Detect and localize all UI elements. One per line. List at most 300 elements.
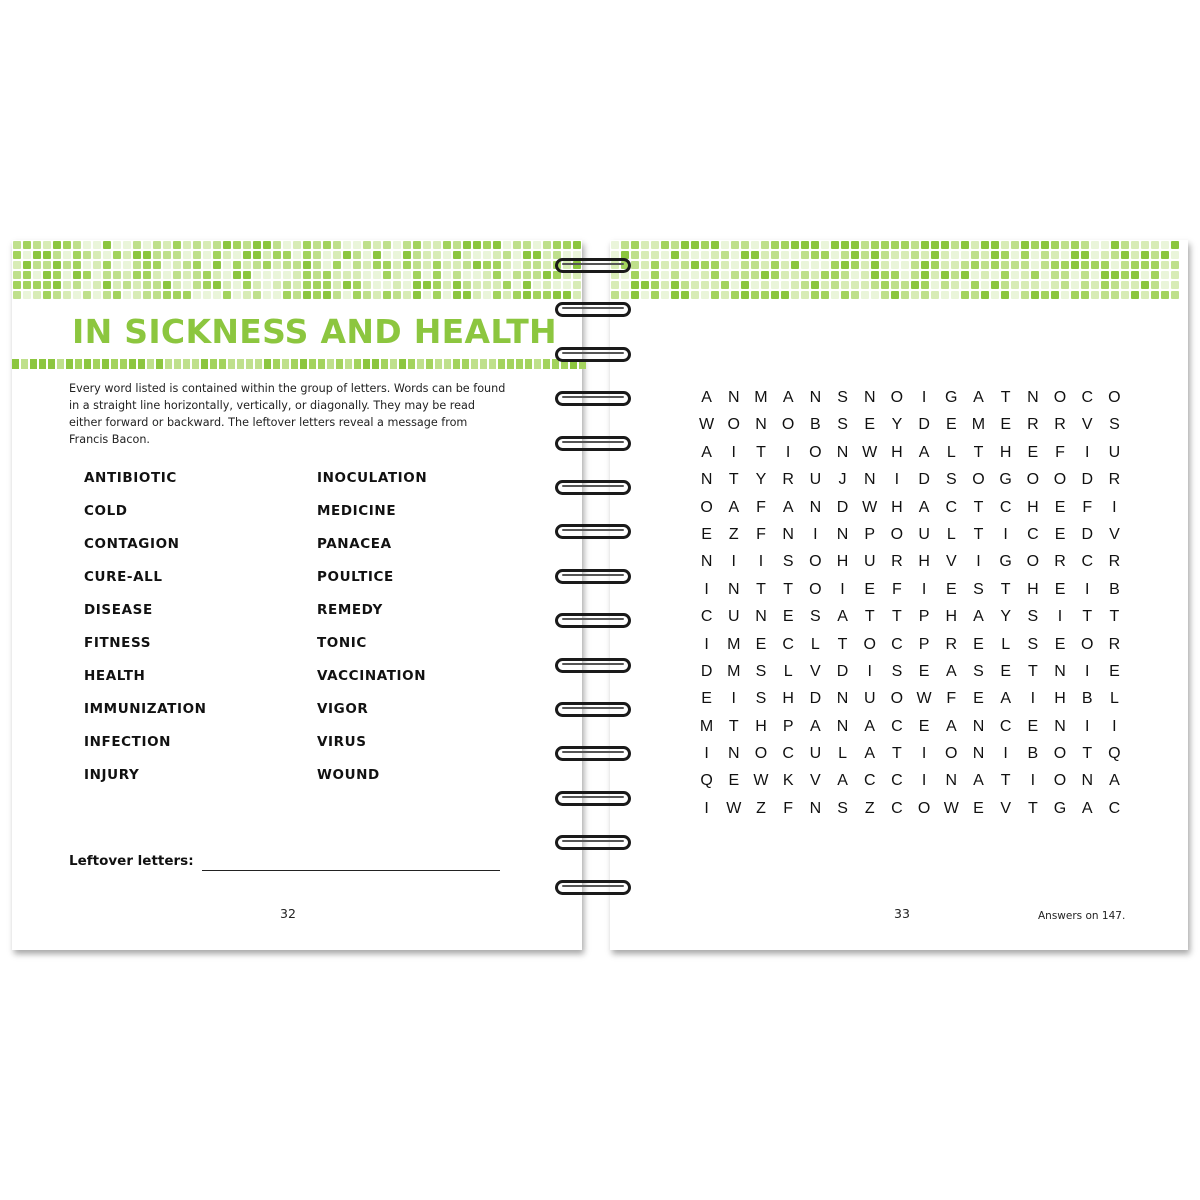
mosaic-tile xyxy=(1051,241,1059,249)
mosaic-tile xyxy=(651,251,659,259)
mosaic-tile xyxy=(13,261,21,269)
mosaic-tile xyxy=(373,291,381,299)
mosaic-tile xyxy=(1031,271,1039,279)
mosaic-tile xyxy=(1111,261,1119,269)
word-list-column-2 xyxy=(317,470,427,800)
mosaic-tile xyxy=(761,241,769,249)
mosaic-tile xyxy=(173,271,181,279)
grid-letter: T xyxy=(756,580,766,598)
mosaic-tile xyxy=(93,271,101,279)
mosaic-tile xyxy=(851,281,859,289)
grid-letter: A xyxy=(1109,772,1120,790)
grid-letter: Q xyxy=(700,772,713,790)
mosaic-tile xyxy=(223,261,231,269)
grid-letter: I xyxy=(921,745,927,763)
grid-letter: I xyxy=(704,799,709,817)
grid-letter: N xyxy=(809,389,822,406)
mosaic-tile xyxy=(383,241,391,249)
mosaic-tile xyxy=(573,291,581,299)
grid-letter: N xyxy=(863,471,876,489)
mosaic-tile xyxy=(1171,261,1179,269)
mosaic-tile xyxy=(463,271,471,279)
grid-letter: I xyxy=(921,772,927,790)
mosaic-tile xyxy=(1111,291,1119,299)
mosaic-tile xyxy=(1071,251,1079,259)
mosaic-tile xyxy=(113,281,121,289)
grid-letter: E xyxy=(701,525,712,543)
mosaic-tile xyxy=(183,241,191,249)
mosaic-tile xyxy=(533,251,541,259)
mosaic-tile xyxy=(861,261,869,269)
grid-letter: G xyxy=(999,471,1012,489)
mosaic-tile xyxy=(1151,261,1159,269)
mosaic-tile xyxy=(343,251,351,259)
mosaic-tile xyxy=(701,261,709,269)
mosaic-tile xyxy=(1161,281,1169,289)
grid-letter: L xyxy=(810,635,820,653)
stripe-segment xyxy=(354,359,361,369)
stripe-segment xyxy=(102,359,109,369)
mosaic-tile xyxy=(1021,251,1029,259)
mosaic-tile xyxy=(283,291,291,299)
mosaic-tile xyxy=(811,271,819,279)
mosaic-tile xyxy=(691,261,699,269)
mosaic-tile xyxy=(303,261,311,269)
grid-row xyxy=(693,497,1128,524)
mosaic-tile xyxy=(443,241,451,249)
mosaic-tile xyxy=(123,261,131,269)
mosaic-tile xyxy=(851,251,859,259)
grid-letter: N xyxy=(809,799,822,817)
mosaic-tile xyxy=(741,281,749,289)
mosaic-tile xyxy=(911,261,919,269)
grid-letter: I xyxy=(1084,580,1090,598)
grid-letter: N xyxy=(782,525,794,543)
grid-letter: P xyxy=(782,717,794,735)
mosaic-tile xyxy=(1071,261,1079,269)
word-list-item: INJURY xyxy=(84,767,140,783)
mosaic-tile xyxy=(951,291,959,299)
mosaic-tile xyxy=(821,251,829,259)
mosaic-tile xyxy=(153,271,161,279)
mosaic-tile xyxy=(163,291,171,299)
grid-letter: E xyxy=(945,416,957,434)
mosaic-tile xyxy=(503,251,511,259)
mosaic-tile xyxy=(63,291,71,299)
mosaic-tile xyxy=(453,291,461,299)
mosaic-tile xyxy=(363,251,371,259)
mosaic-tile xyxy=(483,251,491,259)
mosaic-tile xyxy=(721,241,729,249)
mosaic-tile xyxy=(731,261,739,269)
grid-letter: O xyxy=(754,745,768,763)
mosaic-tile xyxy=(701,281,709,289)
mosaic-tile xyxy=(263,261,271,269)
mosaic-tile xyxy=(173,261,181,269)
grid-letter: R xyxy=(1054,416,1066,434)
mosaic-tile xyxy=(1171,271,1179,279)
mosaic-tile xyxy=(651,281,659,289)
grid-letter: T xyxy=(837,635,848,653)
mosaic-tile xyxy=(691,241,699,249)
mosaic-tile xyxy=(721,291,729,299)
mosaic-tile xyxy=(1081,291,1089,299)
mosaic-tile xyxy=(123,281,131,289)
grid-letter: T xyxy=(1000,772,1011,790)
binding-ring xyxy=(555,658,631,673)
grid-row xyxy=(693,770,1128,797)
mosaic-tile xyxy=(433,271,441,279)
stripe-segment xyxy=(93,359,100,369)
mosaic-tile xyxy=(123,241,131,249)
mosaic-tile xyxy=(243,241,251,249)
mosaic-tile xyxy=(173,251,181,259)
stripe-segment xyxy=(138,359,145,369)
mosaic-tile xyxy=(423,241,431,249)
stripe-segment xyxy=(525,359,532,369)
mosaic-tile xyxy=(941,281,949,289)
mosaic-tile xyxy=(373,271,381,279)
grid-letter: Y xyxy=(1000,608,1011,626)
mosaic-tile xyxy=(1171,241,1179,249)
mosaic-tile xyxy=(641,281,649,289)
grid-letter: I xyxy=(1084,717,1090,735)
grid-letter: A xyxy=(782,389,794,406)
word-list-item: ANTIBIOTIC xyxy=(84,470,177,486)
grid-letter: E xyxy=(782,608,794,626)
mosaic-tile xyxy=(73,241,81,249)
left-page xyxy=(12,240,582,950)
mosaic-tile xyxy=(721,281,729,289)
grid-letter: S xyxy=(1109,416,1120,434)
mosaic-tile xyxy=(1021,291,1029,299)
grid-letter: L xyxy=(946,443,956,461)
grid-letter: E xyxy=(1027,717,1039,735)
mosaic-tile xyxy=(981,271,989,279)
mosaic-tile xyxy=(143,291,151,299)
grid-letter: D xyxy=(1081,471,1093,489)
mosaic-tile xyxy=(941,251,949,259)
stripe-segment xyxy=(408,359,415,369)
binding-ring xyxy=(555,258,631,273)
mosaic-tile xyxy=(443,261,451,269)
mosaic-tile xyxy=(463,251,471,259)
mosaic-tile xyxy=(83,261,91,269)
mosaic-tile xyxy=(473,261,481,269)
mosaic-tile xyxy=(1091,261,1099,269)
mosaic-tile xyxy=(403,261,411,269)
mosaic-tile xyxy=(861,281,869,289)
grid-letter: A xyxy=(973,389,984,406)
mosaic-tile xyxy=(1131,271,1139,279)
mosaic-tile xyxy=(133,261,141,269)
mosaic-tile xyxy=(453,241,461,249)
mosaic-tile xyxy=(33,291,41,299)
mosaic-tile xyxy=(1031,291,1039,299)
stripe-segment xyxy=(417,359,424,369)
mosaic-tile xyxy=(901,241,909,249)
word-list-item: INOCULATION xyxy=(317,470,428,486)
mosaic-tile xyxy=(493,281,501,289)
mosaic-tile xyxy=(83,271,91,279)
word-list-item: VIRUS xyxy=(317,734,367,750)
mosaic-tile xyxy=(413,271,421,279)
grid-letter: A xyxy=(810,717,821,735)
grid-letter: O xyxy=(1053,745,1067,763)
binding-ring xyxy=(555,835,631,850)
grid-letter: N xyxy=(863,389,876,406)
mosaic-tile xyxy=(1101,261,1109,269)
stripe-segment xyxy=(345,359,352,369)
mosaic-tile xyxy=(183,261,191,269)
mosaic-tile xyxy=(851,291,859,299)
mosaic-tile xyxy=(353,261,361,269)
mosaic-tile xyxy=(821,271,829,279)
grid-letter: W xyxy=(699,416,715,434)
mosaic-tile xyxy=(563,291,571,299)
grid-letter: M xyxy=(754,389,768,406)
mosaic-tile xyxy=(1121,241,1129,249)
mosaic-tile xyxy=(323,291,331,299)
mosaic-tile xyxy=(711,291,719,299)
mosaic-tile xyxy=(621,241,629,249)
mosaic-tile xyxy=(1021,261,1029,269)
mosaic-tile xyxy=(921,291,929,299)
grid-letter: H xyxy=(891,498,903,516)
grid-letter: R xyxy=(1108,553,1121,571)
mosaic-tile xyxy=(323,241,331,249)
mosaic-tile xyxy=(1051,281,1059,289)
mosaic-tile xyxy=(233,241,241,249)
grid-letter: A xyxy=(701,443,712,461)
grid-row xyxy=(693,524,1128,551)
mosaic-tile xyxy=(523,251,531,259)
mosaic-tile xyxy=(373,241,381,249)
mosaic-tile xyxy=(731,271,739,279)
mosaic-tile xyxy=(343,291,351,299)
mosaic-tile xyxy=(891,261,899,269)
grid-letter: E xyxy=(1000,416,1011,434)
mosaic-tile xyxy=(1051,271,1059,279)
mosaic-tile xyxy=(671,271,679,279)
stripe-segment xyxy=(399,359,406,369)
grid-letter: V xyxy=(1081,416,1093,434)
mosaic-tile xyxy=(931,241,939,249)
mosaic-tile xyxy=(611,291,619,299)
mosaic-tile xyxy=(343,261,351,269)
grid-letter: L xyxy=(1109,690,1119,708)
mosaic-tile xyxy=(183,291,191,299)
mosaic-tile xyxy=(123,291,131,299)
mosaic-tile xyxy=(73,281,81,289)
mosaic-tile xyxy=(73,251,81,259)
mosaic-tile xyxy=(283,271,291,279)
grid-letter: H xyxy=(755,717,767,735)
mosaic-tile xyxy=(861,241,869,249)
grid-letter: F xyxy=(783,799,794,817)
mosaic-tile xyxy=(163,251,171,259)
mosaic-tile xyxy=(911,241,919,249)
grid-letter: V xyxy=(945,553,957,571)
grid-letter: C xyxy=(891,717,903,735)
mosaic-tile xyxy=(831,291,839,299)
mosaic-tile xyxy=(533,271,541,279)
mosaic-tile xyxy=(133,271,141,279)
grid-letter: S xyxy=(973,662,984,680)
mosaic-tile xyxy=(53,261,61,269)
grid-letter: A xyxy=(918,498,930,516)
grid-letter: E xyxy=(973,635,984,653)
mosaic-tile xyxy=(791,281,799,289)
mosaic-tile xyxy=(323,271,331,279)
mosaic-tile xyxy=(93,291,101,299)
mosaic-tile xyxy=(293,291,301,299)
mosaic-tile xyxy=(313,261,321,269)
mosaic-tile xyxy=(951,281,959,289)
mosaic-tile xyxy=(243,281,251,289)
grid-letter: N xyxy=(836,443,849,461)
mosaic-tile xyxy=(23,261,31,269)
grid-letter: N xyxy=(809,498,822,516)
mosaic-tile xyxy=(533,281,541,289)
mosaic-tile xyxy=(503,281,511,289)
mosaic-tile xyxy=(671,281,679,289)
mosaic-tile xyxy=(641,271,649,279)
mosaic-tile xyxy=(513,241,521,249)
mosaic-tile xyxy=(433,281,441,289)
mosaic-tile xyxy=(153,251,161,259)
mosaic-tile xyxy=(243,291,251,299)
mosaic-tile xyxy=(681,241,689,249)
mosaic-tile xyxy=(543,251,551,259)
grid-letter: E xyxy=(1027,443,1039,461)
mosaic-tile xyxy=(203,251,211,259)
mosaic-tile xyxy=(333,291,341,299)
mosaic-tile xyxy=(33,281,41,289)
mosaic-tile xyxy=(801,251,809,259)
mosaic-tile xyxy=(861,271,869,279)
grid-letter: D xyxy=(918,416,930,434)
word-list-item: CURE-ALL xyxy=(84,569,163,585)
stripe-segment xyxy=(507,359,514,369)
mosaic-tile xyxy=(641,251,649,259)
mosaic-tile xyxy=(323,261,331,269)
mosaic-tile xyxy=(143,251,151,259)
stripe-segment xyxy=(372,359,379,369)
mosaic-tile xyxy=(831,241,839,249)
mosaic-tile xyxy=(223,241,231,249)
mosaic-tile xyxy=(353,251,361,259)
mosaic-tile xyxy=(503,271,511,279)
mosaic-tile xyxy=(831,281,839,289)
mosaic-tile xyxy=(363,291,371,299)
mosaic-tile xyxy=(133,241,141,249)
mosaic-tile xyxy=(1161,291,1169,299)
mosaic-tile xyxy=(233,291,241,299)
mosaic-tile xyxy=(671,261,679,269)
grid-letter: T xyxy=(728,717,739,735)
mosaic-tile xyxy=(63,271,71,279)
mosaic-tile xyxy=(493,291,501,299)
grid-letter: B xyxy=(1027,745,1039,763)
mosaic-tile xyxy=(1131,261,1139,269)
grid-letter: T xyxy=(728,471,739,489)
mosaic-tile xyxy=(263,251,271,259)
grid-letter: D xyxy=(836,498,849,516)
grid-letter: H xyxy=(1027,580,1039,598)
grid-letter: W xyxy=(862,443,878,461)
word-list-item: DISEASE xyxy=(84,602,153,618)
mosaic-tile xyxy=(1081,261,1089,269)
grid-letter: R xyxy=(1027,416,1039,434)
grid-letter: E xyxy=(864,416,876,434)
mosaic-tile xyxy=(153,291,161,299)
mosaic-tile xyxy=(611,281,619,289)
grid-letter: T xyxy=(973,498,984,516)
stripe-segment xyxy=(327,359,334,369)
mosaic-tile xyxy=(83,251,91,259)
mosaic-tile xyxy=(991,291,999,299)
mosaic-tile xyxy=(543,291,551,299)
mosaic-tile xyxy=(203,281,211,289)
mosaic-tile xyxy=(203,271,211,279)
grid-letter: D xyxy=(700,662,713,680)
mosaic-tile xyxy=(971,261,979,269)
mosaic-tile xyxy=(83,281,91,289)
mosaic-tile xyxy=(1171,291,1179,299)
mosaic-tile xyxy=(811,281,819,289)
leftover-letters-label: Leftover letters: xyxy=(69,853,194,869)
grid-letter: I xyxy=(731,443,736,461)
grid-letter: E xyxy=(945,580,957,598)
mosaic-tile xyxy=(143,241,151,249)
mosaic-tile xyxy=(263,281,271,289)
mosaic-tile xyxy=(163,241,171,249)
mosaic-tile xyxy=(1161,241,1169,249)
mosaic-tile xyxy=(333,281,341,289)
mosaic-tile xyxy=(473,291,481,299)
mosaic-tile xyxy=(721,251,729,259)
grid-letter: I xyxy=(704,745,709,763)
stripe-segment xyxy=(120,359,127,369)
grid-letter: O xyxy=(809,443,822,461)
grid-letter: A xyxy=(1081,799,1093,817)
mosaic-tile xyxy=(433,291,441,299)
mosaic-tile xyxy=(1141,251,1149,259)
grid-letter: O xyxy=(781,416,795,434)
mosaic-tile xyxy=(941,291,949,299)
stripe-segment xyxy=(435,359,442,369)
mosaic-tile xyxy=(1011,241,1019,249)
grid-letter: O xyxy=(917,799,931,817)
stripe-segment xyxy=(165,359,172,369)
grid-letter: U xyxy=(863,553,876,571)
word-list-item: VIGOR xyxy=(317,701,369,717)
grid-letter: O xyxy=(1026,471,1040,489)
mosaic-tile xyxy=(183,251,191,259)
mosaic-tile xyxy=(373,281,381,289)
mosaic-tile xyxy=(283,251,291,259)
mosaic-tile xyxy=(841,251,849,259)
mosaic-tile xyxy=(801,281,809,289)
stripe-segment xyxy=(453,359,460,369)
mosaic-tile xyxy=(761,251,769,259)
mosaic-tile xyxy=(851,241,859,249)
mosaic-tile xyxy=(453,271,461,279)
grid-letter: N xyxy=(836,717,849,735)
mosaic-tile xyxy=(651,261,659,269)
mosaic-tile xyxy=(463,261,471,269)
